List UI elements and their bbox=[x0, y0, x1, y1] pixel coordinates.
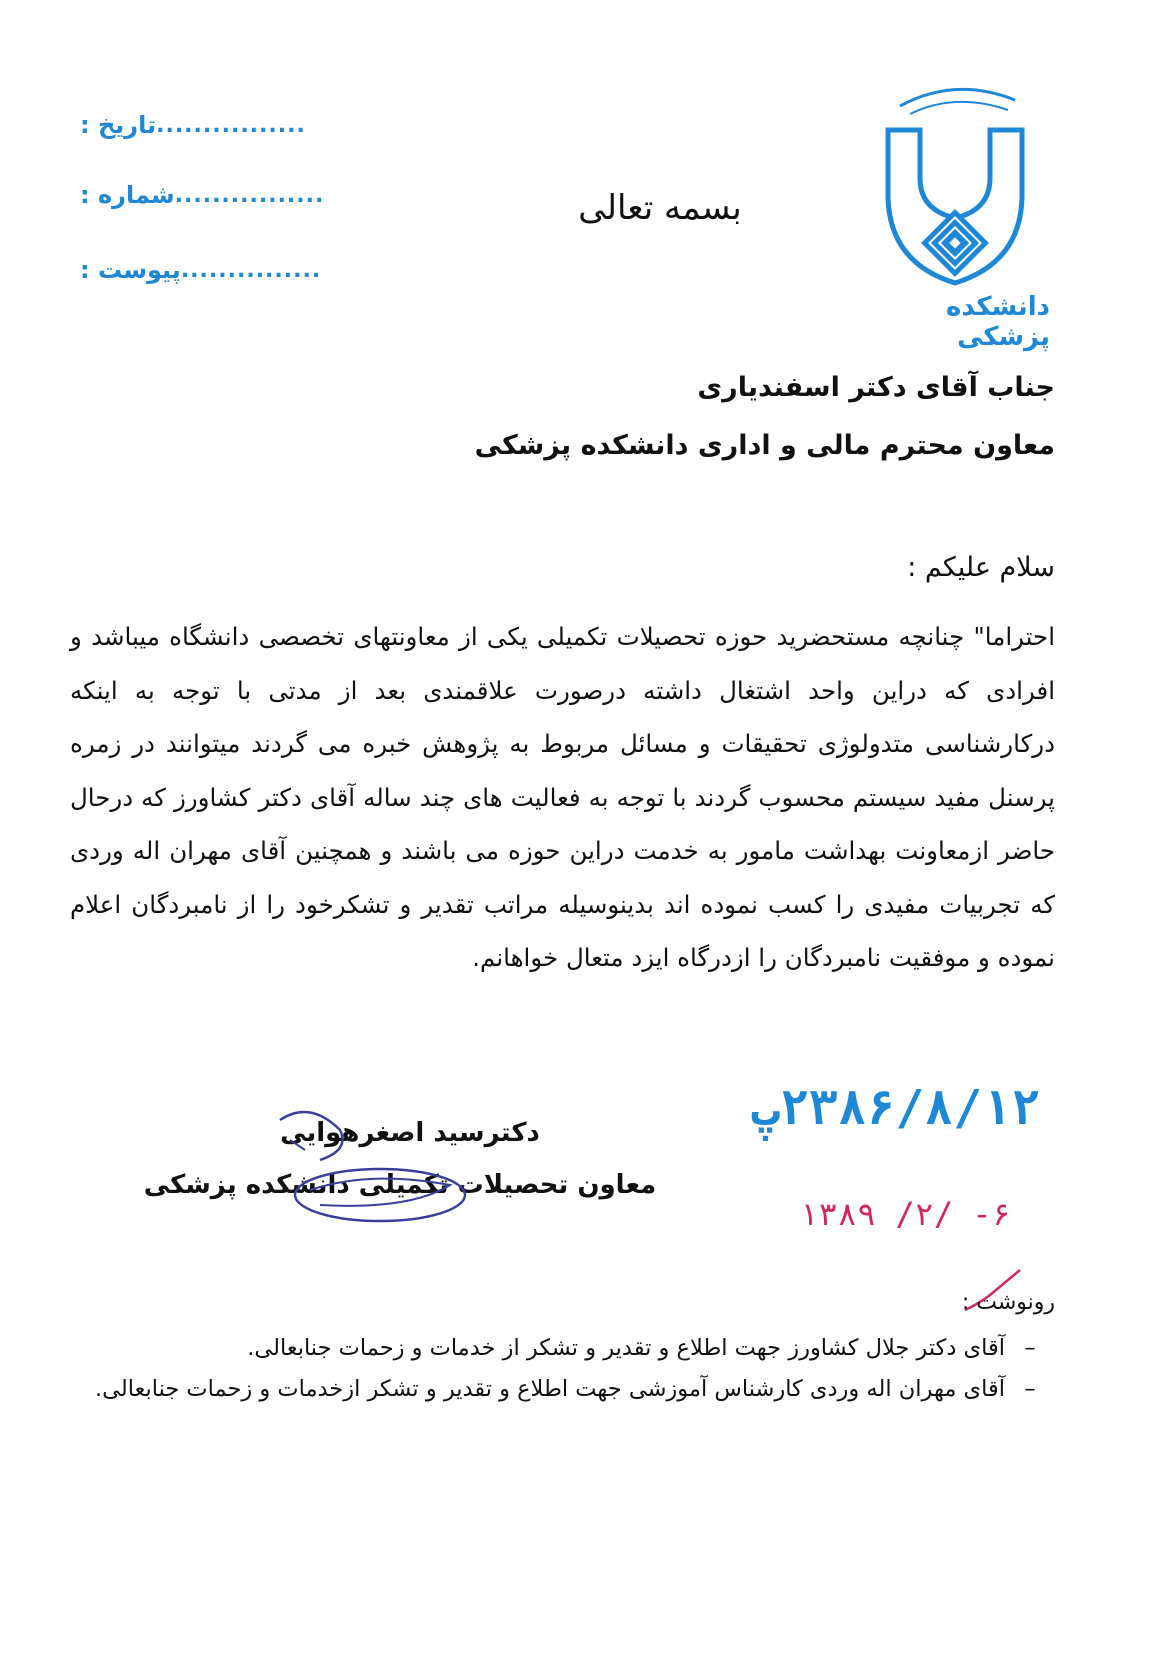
date-label: تاریخ : bbox=[80, 111, 157, 139]
cc-label: رونوشت : bbox=[961, 1290, 1055, 1315]
cc-item bbox=[70, 1328, 1055, 1369]
cc-list bbox=[70, 1328, 1055, 1410]
list-dash: – bbox=[1024, 1335, 1036, 1361]
cc-item-text: آقای مهران اله وردی کارشناس آموزشی جهت اطلاع و تقدیر و تشکر ازخدمات و زحمات جنابعالی. bbox=[94, 1376, 1005, 1402]
attachment-dots: ............... bbox=[180, 257, 322, 283]
number-field bbox=[80, 175, 400, 215]
signatory-title: معاون تحصیلات تکمیلی دانشکده پزشکی bbox=[143, 1170, 657, 1200]
date-dots: ................ bbox=[156, 112, 306, 138]
signatory-name: دکترسید اصغرهوایی bbox=[280, 1118, 540, 1148]
cc-item bbox=[70, 1369, 1055, 1410]
number-dots: ................ bbox=[174, 182, 325, 208]
registration-date-stamp: ۶- /۲/ ۱۳۸۹ bbox=[799, 1195, 1011, 1233]
university-shield-emblem-icon bbox=[880, 78, 1030, 318]
attachment-field bbox=[80, 250, 400, 290]
cc-item-text: آقای دکتر جلال کشاورز جهت اطلاع و تقدیر و تشکر از خدمات و زحمات جنابعالی. bbox=[247, 1335, 1005, 1361]
registration-number-stamp: ۲۳۸۶/۸/۱۲پ bbox=[751, 1080, 1040, 1136]
addressee-name: جناب آقای دکتر اسفندیاری bbox=[697, 372, 1055, 403]
handwritten-signature-icon bbox=[250, 1090, 480, 1230]
attachment-label: پیوست : bbox=[80, 256, 181, 284]
logo-caption: دانشکده پزشکی bbox=[946, 292, 1050, 352]
greeting: سلام علیکم : bbox=[907, 552, 1055, 583]
addressee-title: معاون محترم مالی و اداری دانشکده پزشکی bbox=[474, 430, 1055, 461]
basmala-heading: بسمه تعالی bbox=[578, 188, 742, 228]
list-dash: – bbox=[1024, 1376, 1036, 1402]
date-field bbox=[80, 105, 400, 145]
number-label: شماره : bbox=[80, 181, 175, 209]
letter-body: احتراما" چنانچه مستحضرید حوزه تحصیلات تکمیلی یکی از معاونتهای تخصصی دانشگاه میباشد و افرادی که دراین واحد اشتغال داشته درصورت علاقمندی بعد از مدتی با توجه به اینکه درکارشناسی متدولوژی تحقیقات و مسائل مربوط به پژوهش خبره می گردند میتوانند در زمره پرسنل مفید سیستم محسوب گردند با توجه به فعالیت های چند ساله آقای دکتر کشاورز که درحال حاضر ازمعاونت بهداشت مامور به خدمت دراین حوزه می باشند و همچنین آقای مهران اله وردی که تجربیات مفیدی را کسب نموده اند بدینوسیله مراتب تقدیر و تشکرخود را از نامبردگان اعلام نموده و موفقیت نامبردگان را ازدرگاه ایزد متعال خواهانم. bbox=[70, 622, 1055, 972]
